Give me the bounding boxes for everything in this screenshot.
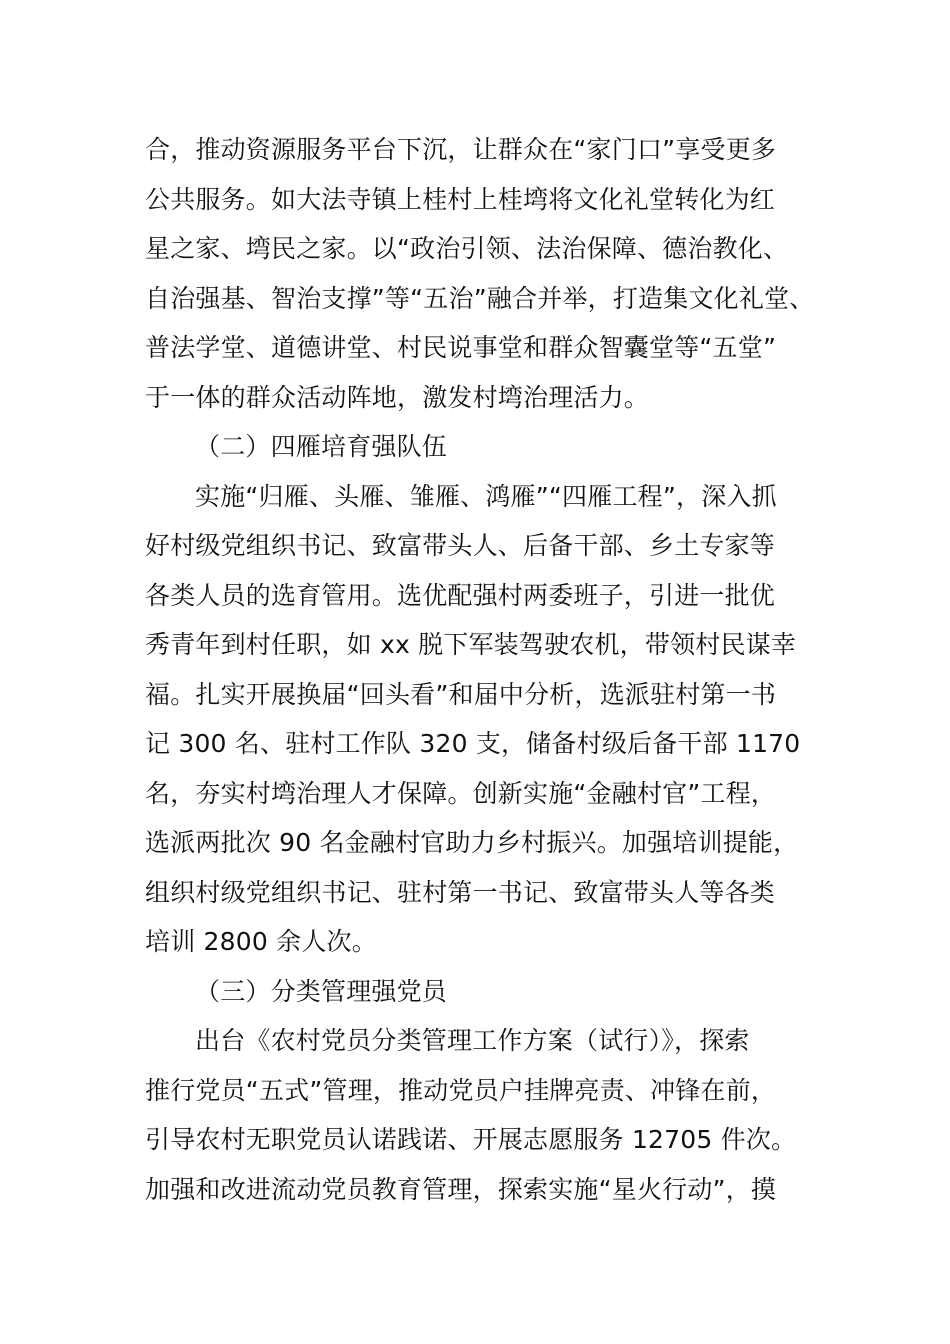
section-heading: （二）四雁培育强队伍: [195, 432, 448, 461]
text-line: 组织村级党组织书记、驻村第一书记、致富带头人等各类: [145, 878, 776, 907]
text-line: 秀青年到村任职，如 xx 脱下军装驾驶农机，带领村民谋幸: [145, 630, 797, 659]
text-line: 记 300 名、驻村工作队 320 支，储备村级后备干部 1170: [145, 729, 801, 758]
text-line: 福。扎实开展换届“回头看”和届中分析，选派驻村第一书: [145, 680, 777, 709]
text-line: 合，推动资源服务平台下沉，让群众在“家门口”享受更多: [145, 135, 777, 164]
text-line: 出台《农村党员分类管理工作方案（试行）》，探索: [195, 1026, 750, 1055]
text-line: 选派两批次 90 名金融村官助力乡村振兴。加强培训提能，: [145, 828, 799, 857]
text-line: 推行党员“五式”管理，推动党员户挂牌亮责、冲锋在前，: [145, 1076, 777, 1105]
text-line: 好村级党组织书记、致富带头人、后备干部、乡土专家等: [145, 531, 776, 560]
text-line: 培训 2800 余人次。: [145, 927, 377, 956]
text-line: 各类人员的选育管用。选优配强村两委班子，引进一批优: [145, 581, 776, 610]
text-line: 名，夯实村塆治理人才保障。创新实施“金融村官”工程，: [145, 779, 777, 808]
text-line: 于一体的群众活动阵地，激发村塆治理活力。: [145, 383, 650, 412]
text-line: 实施“归雁、头雁、雏雁、鸿雁”“四雁工程”，深入抓: [195, 482, 777, 511]
text-line: 普法学堂、道德讲堂、村民说事堂和群众智囊堂等“五堂”: [145, 333, 777, 362]
section-heading: （三）分类管理强党员: [195, 977, 448, 1006]
text-line: 自治强基、智治支撑”等“五治”融合并举，打造集文化礼堂、: [145, 284, 815, 313]
text-line: 星之家、塆民之家。以“政治引领、法治保障、德治教化、: [145, 234, 789, 263]
text-line: 公共服务。如大法寺镇上桂村上桂塆将文化礼堂转化为红: [145, 185, 776, 214]
text-line: 引导农村无职党员认诺践诺、开展志愿服务 12705 件次。: [145, 1125, 797, 1154]
text-line: 加强和改进流动党员教育管理，探索实施“星火行动”，摸: [145, 1175, 777, 1204]
